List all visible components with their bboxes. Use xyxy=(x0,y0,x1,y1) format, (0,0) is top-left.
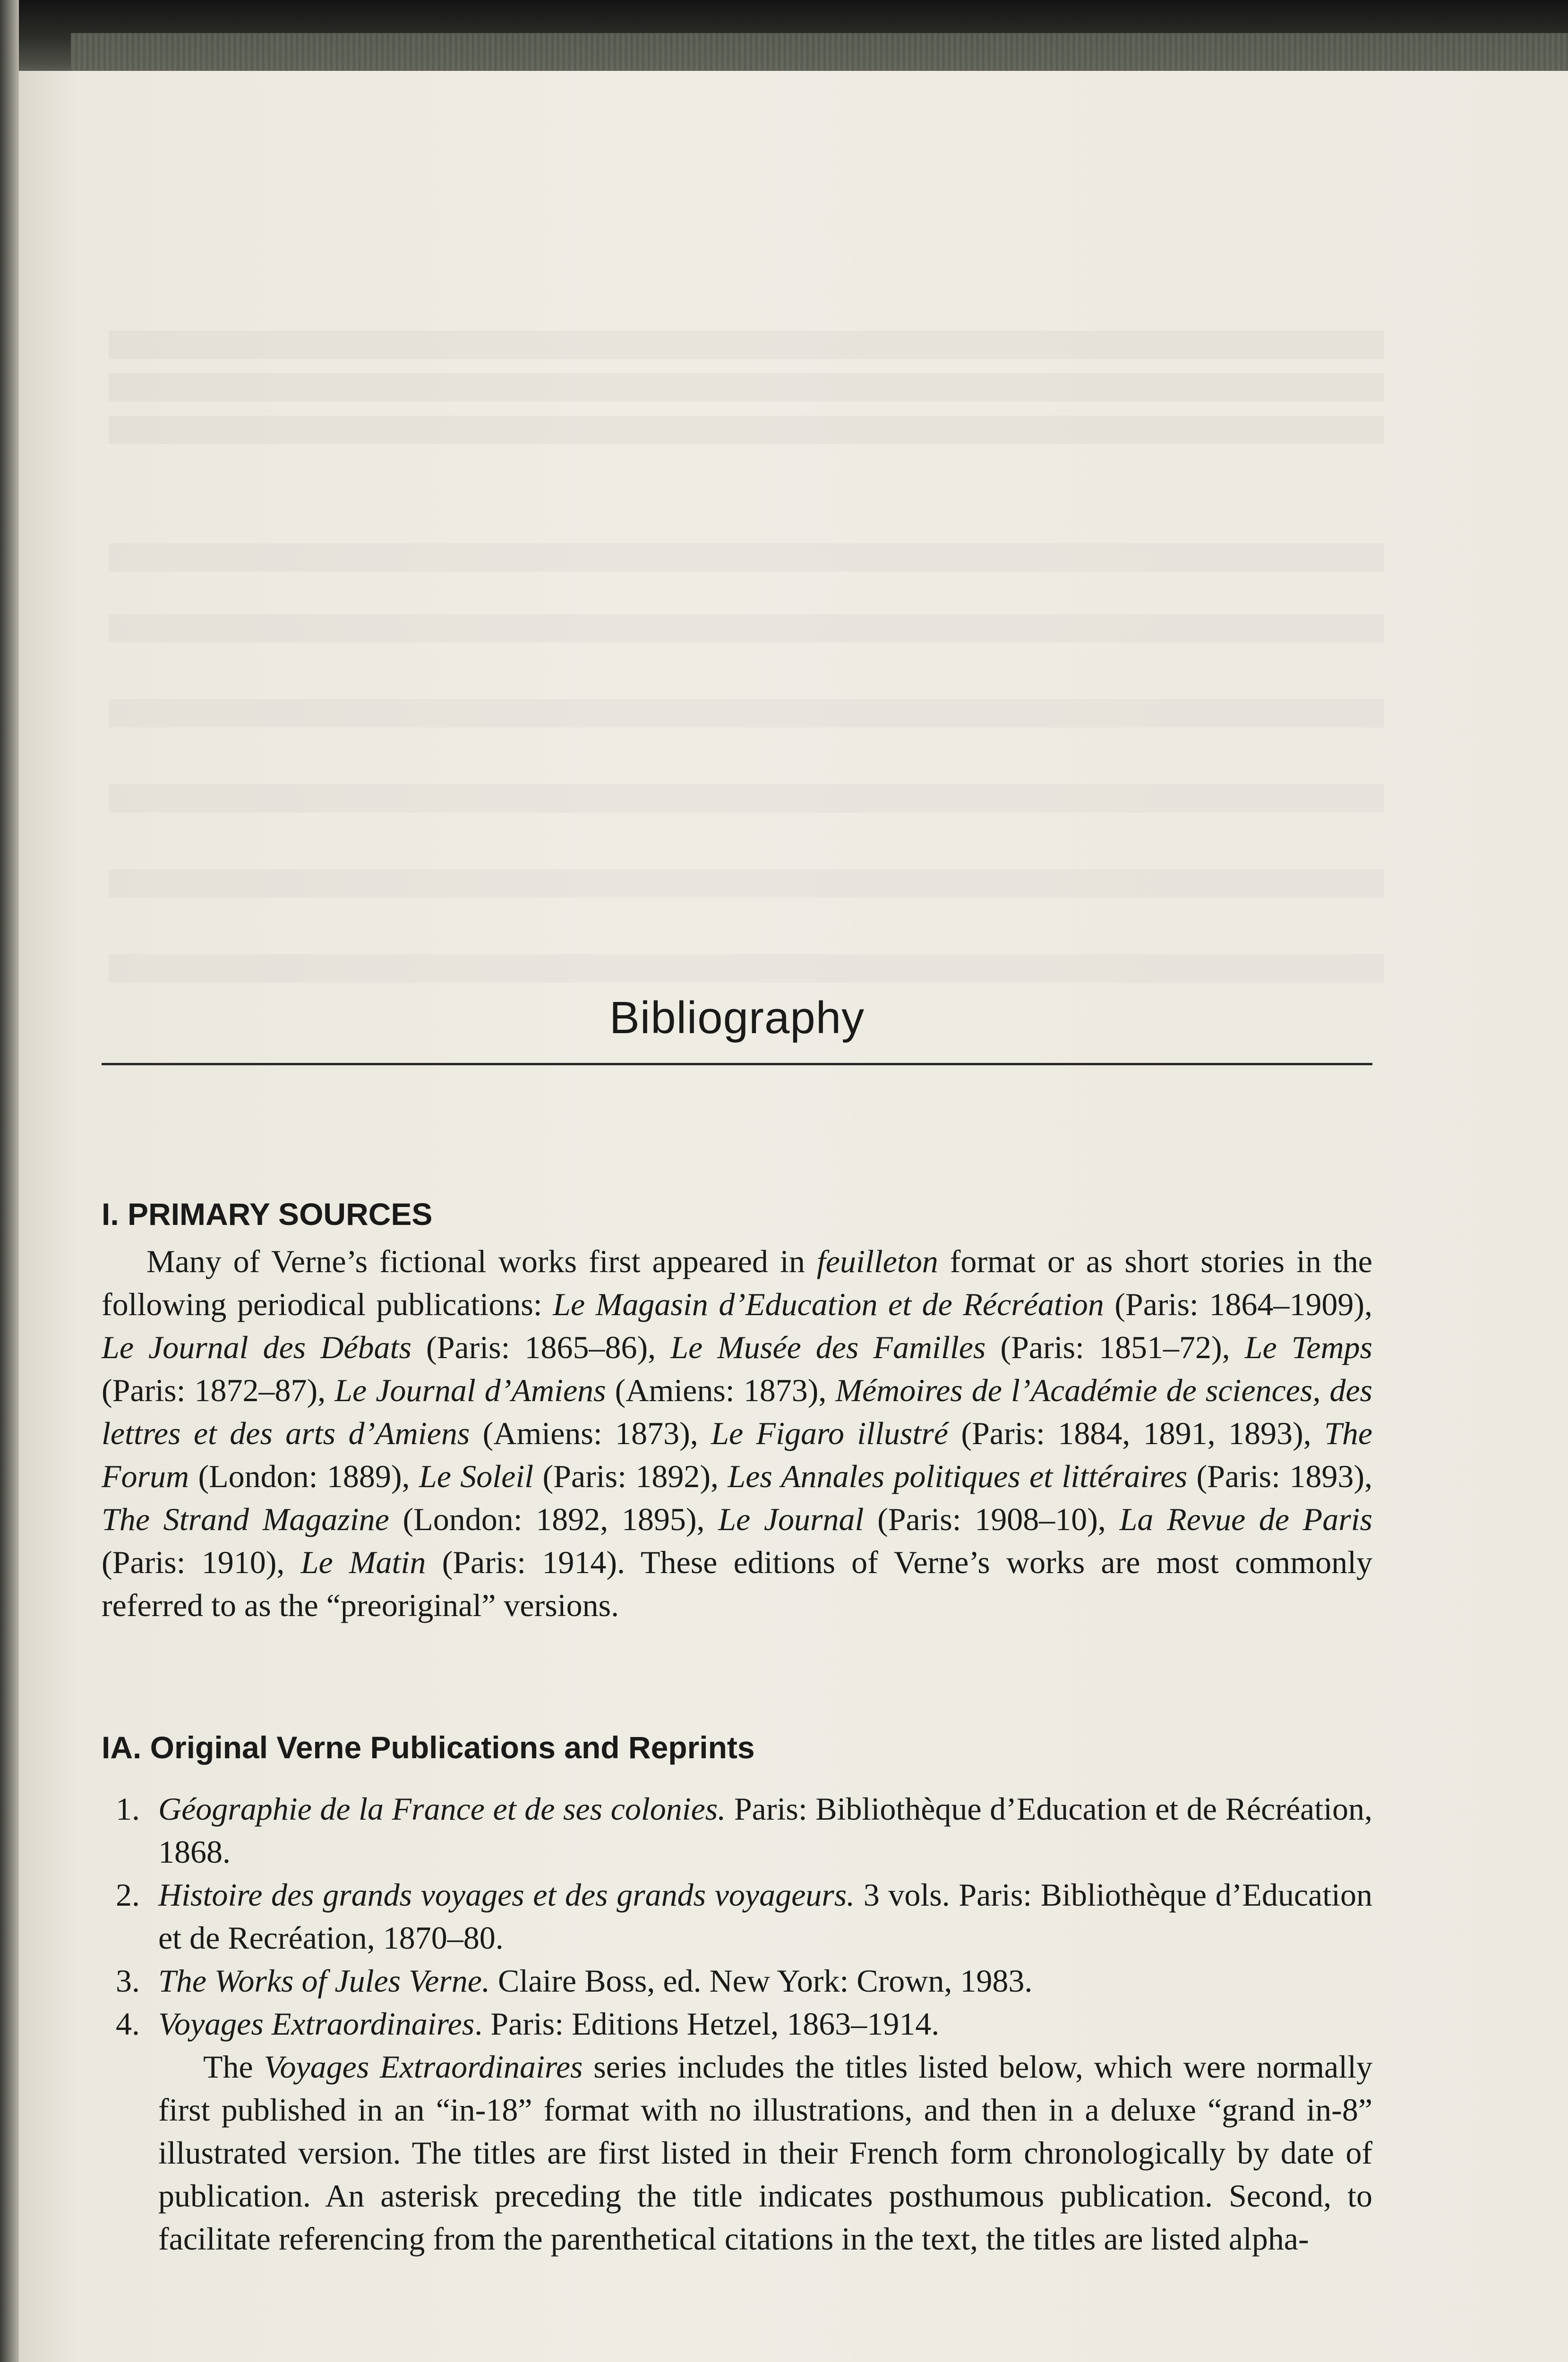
italic-text-run: Le Soleil xyxy=(419,1458,534,1494)
book-spine xyxy=(0,0,1568,83)
italic-text-run: Le Musée des Familles xyxy=(670,1329,986,1365)
text-run: (Paris: 1884, 1891, 1893), xyxy=(948,1415,1325,1451)
primary-sources-heading: I. PRIMARY SOURCES xyxy=(102,1197,433,1232)
text-run: (London: 1889), xyxy=(189,1458,419,1494)
text-run: (Amiens: 1873), xyxy=(606,1372,836,1408)
italic-text-run: Le Temps xyxy=(1244,1329,1373,1365)
text-run: (Paris: 1865–86), xyxy=(411,1329,671,1365)
text-run: . Paris: Editions Hetzel, 1863–1914. xyxy=(474,2006,940,2042)
voyages-description-paragraph xyxy=(158,2045,1372,2260)
list-item-number: 4. xyxy=(116,2006,140,2042)
italic-text-run: Le Journal xyxy=(718,1501,864,1537)
list-item xyxy=(102,2003,1372,2045)
italic-text-run: Voyages Extraordinaires xyxy=(264,2049,583,2085)
italic-text-run: The Works of Jules Verne. xyxy=(158,1963,490,1999)
text-run: (Paris: 1910), xyxy=(102,1544,301,1580)
italic-text-run: Histoire des grands voyages et des grands voyageurs. xyxy=(158,1877,855,1913)
italic-text-run: The Forum xyxy=(102,1415,1373,1494)
text-run: (Paris: 1892), xyxy=(533,1458,728,1494)
text-run: Paris: Bibliothèque d’Education et de Récréation, 1868. xyxy=(158,1791,1372,1870)
italic-text-run: Le Magasin d’Education et de Récréation xyxy=(553,1286,1104,1322)
text-run: (Paris: 1864–1909), xyxy=(1104,1286,1372,1322)
italic-text-run: The Strand Magazine xyxy=(102,1501,389,1537)
page-edge xyxy=(0,0,19,2362)
list-item-number: 3. xyxy=(116,1963,140,1999)
original-publications-list xyxy=(102,1788,1372,2045)
text-run: (Paris: 1908–10), xyxy=(864,1501,1120,1537)
text-run: 3 vols. Paris: Bibliothèque d’Education et de Recréation, 1870–80. xyxy=(158,1877,1372,1956)
text-run: (Amiens: 1873), xyxy=(470,1415,711,1451)
list-item xyxy=(102,1960,1372,2003)
italic-text-run: La Revue de Paris xyxy=(1119,1501,1373,1537)
text-run: (Paris: 1893), xyxy=(1187,1458,1373,1494)
spine-cloth xyxy=(71,33,1568,76)
text-run: Many of Verne’s fictional works first appeared in xyxy=(146,1243,817,1279)
title-rule xyxy=(102,1063,1372,1065)
list-item xyxy=(102,1874,1372,1960)
text-run: (Paris: 1851–72), xyxy=(985,1329,1245,1365)
italic-text-run: Le Journal d’Amiens xyxy=(334,1372,606,1408)
italic-text-run: Le Matin xyxy=(300,1544,426,1580)
text-run: The xyxy=(203,2049,264,2085)
italic-text-run: Mémoires de l’Académie de sciences, des lettres et des arts d’Amiens xyxy=(102,1372,1372,1451)
text-run: Claire Boss, ed. New York: Crown, 1983. xyxy=(489,1963,1033,1999)
text-run: format or as short stories in the following periodical publications: xyxy=(102,1243,1372,1322)
text-run: (Paris: 1872–87), xyxy=(102,1372,335,1408)
italic-text-run: Géographie de la France et de ses colonies. xyxy=(158,1791,726,1827)
original-publications-heading: IA. Original Verne Publications and Reprints xyxy=(102,1730,755,1765)
list-item xyxy=(102,1788,1372,1874)
italic-text-run: feuilleton xyxy=(816,1243,938,1279)
text-run: (London: 1892, 1895), xyxy=(389,1501,719,1537)
page-title: Bibliography xyxy=(609,993,865,1043)
list-item-number: 1. xyxy=(116,1791,140,1827)
list-item-number: 2. xyxy=(116,1877,140,1913)
italic-text-run: Voyages Extraordinaires xyxy=(158,2006,475,2042)
italic-text-run: Le Figaro illustré xyxy=(711,1415,948,1451)
text-run: (Paris: 1914). These editions of Verne’s works are most commonly referred to as the “preoriginal” versions. xyxy=(102,1544,1372,1623)
text-run: series includes the titles listed below, which were normally first published in an “in-18” format with no illustrations, and then in a deluxe “grand in-8” illustrated version. The titles are first listed in their French form chronologically by date of publication. An asterisk preceding the title indicates posthumous publication. Second, to facilitate referencing from the parenthetical citations in the text, the titles are listed alpha- xyxy=(158,2049,1373,2257)
primary-sources-paragraph xyxy=(102,1240,1372,1627)
italic-text-run: Le Journal des Débats xyxy=(102,1329,411,1365)
page-content xyxy=(102,992,1372,2260)
italic-text-run: Les Annales politiques et littéraires xyxy=(728,1458,1188,1494)
